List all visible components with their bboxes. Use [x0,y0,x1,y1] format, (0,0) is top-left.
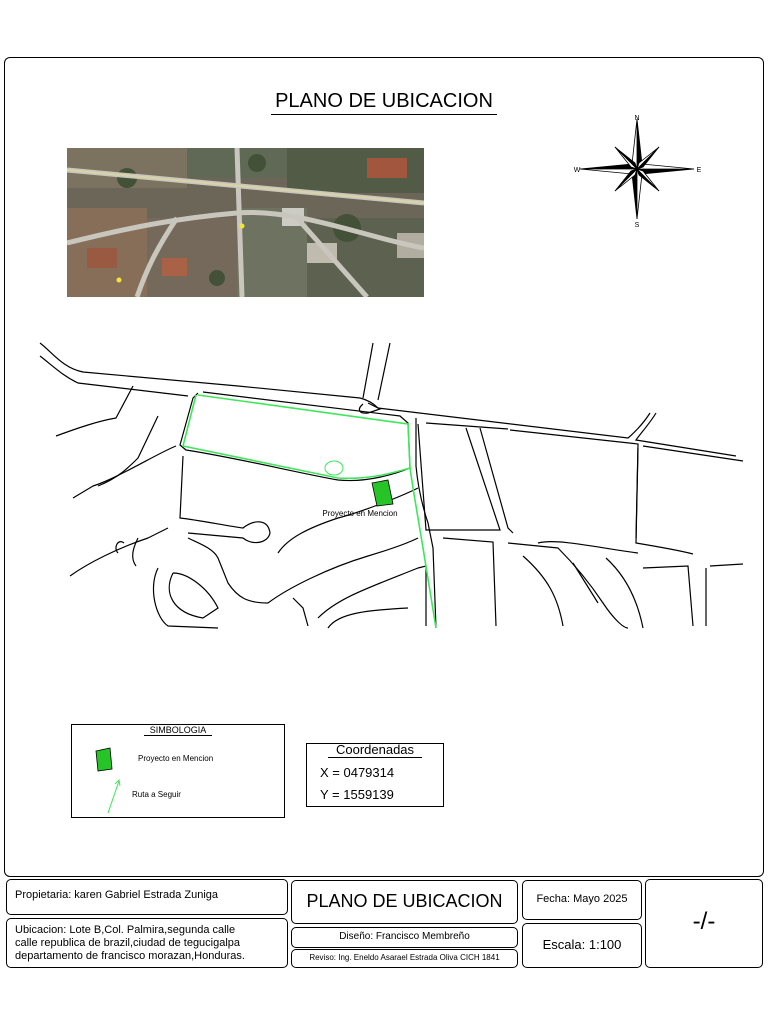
sheet-number-box [645,879,763,968]
location-line-3: departamento de francisco morazan,Honduras. [15,950,245,962]
review-text: Reviso: Ing. Eneldo Asarael Estrada Oliva CICH 1841 [309,953,500,962]
route-arrow-icon [105,777,125,815]
compass-west-label: W [573,167,581,174]
location-text [15,924,245,963]
compass-north-label: N [634,115,640,122]
legend-project-label: Proyecto en Mencion [138,754,214,763]
sheet-number: -/- [692,908,716,935]
route-path [183,395,436,628]
aerial-photo [67,148,424,297]
coordinate-y: Y = 1559139 [320,787,394,802]
owner-box [6,879,288,915]
design-box [291,927,518,948]
owner-text: Propietaria: karen Gabriel Estrada Zuniga [15,889,218,901]
scale-box [522,923,642,968]
legend-title: SIMBOLOGIA [72,725,284,735]
project-map-label: Proyecto en Mencion [322,509,398,518]
review-box [291,949,518,968]
coordinates-box [306,743,444,807]
compass-rose [570,112,705,230]
project-parcel [372,480,393,506]
plan-title-box [291,880,518,924]
coordinates-title: Coordenadas [307,742,443,757]
design-text: Diseño: Francisco Membreño [339,931,470,942]
location-line-1: Ubicacion: Lote B,Col. Palmira,segunda calle [15,924,236,936]
page-title: PLANO DE UBICACION [0,90,768,113]
compass-east-label: E [696,167,702,174]
plan-title: PLANO DE UBICACION [306,891,503,911]
location-box [6,918,288,968]
location-line-2: calle republica de brazil,ciudad de tegucigalpa [15,937,241,949]
compass-south-label: S [634,222,640,229]
date-text: Fecha: Mayo 2025 [536,893,628,905]
coordinate-x: X = 0479314 [320,765,395,780]
date-box [522,880,642,920]
legend-route-label: Ruta a Seguir [132,790,181,799]
street-map [38,338,744,630]
project-parcel-icon [94,747,114,773]
scale-text: Escala: 1:100 [542,937,622,952]
legend-box [71,724,285,818]
